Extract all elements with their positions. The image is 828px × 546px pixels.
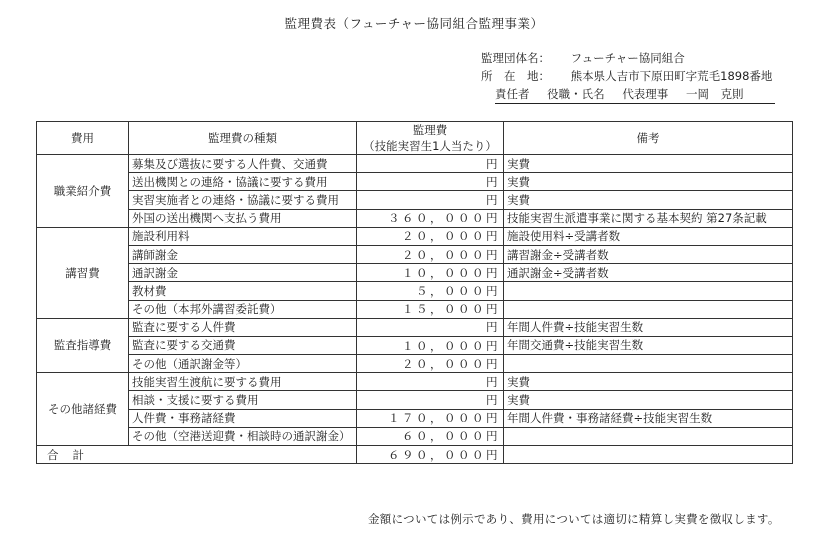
- remarks-cell: 講習謝金÷受講者数: [504, 245, 793, 263]
- resp-role-label: 役職・氏名: [547, 87, 605, 101]
- amount-cell: ３６０，０００円: [357, 209, 504, 227]
- item-cell: その他（通訳謝金等）: [129, 355, 357, 373]
- amount-cell: １７０，０００円: [357, 409, 504, 427]
- category-cell: 講習費: [37, 227, 129, 318]
- amount-cell: １０，０００円: [357, 336, 504, 354]
- item-cell: 人件費・事務諸経費: [129, 409, 357, 427]
- remarks-cell: 施設使用料÷受講者数: [504, 227, 793, 245]
- resp-role: 代表理事: [622, 87, 669, 101]
- resp-label: 責任者: [495, 87, 530, 101]
- footer-note: 金額については例示であり、費用については適切に精算し実費を徴収します。: [368, 512, 780, 526]
- header-amount-line2: （技能実習生1人当たり）: [363, 139, 497, 153]
- table-row: [37, 409, 793, 427]
- remarks-cell: [504, 427, 793, 445]
- remarks-cell: [504, 282, 793, 300]
- table-row: [37, 355, 793, 373]
- amount-cell: ２０，０００円: [357, 355, 504, 373]
- header-type: 監理費の種類: [129, 122, 357, 155]
- table-row: [37, 264, 793, 282]
- responsible-person-line: [495, 86, 775, 104]
- amount-cell: ６０，０００円: [357, 427, 504, 445]
- org-address-label: 所 在 地：: [481, 69, 550, 83]
- header-category: 費用: [37, 122, 129, 155]
- remarks-cell: 年間人件費・事務諸経費÷技能実習生数: [504, 409, 793, 427]
- remarks-cell: 年間人件費÷技能実習生数: [504, 318, 793, 336]
- item-cell: 施設利用料: [129, 227, 357, 245]
- table-row: [37, 336, 793, 354]
- table-row: [37, 391, 793, 409]
- org-address-value: 熊本県人吉市下原田町字荒毛1898番地: [570, 69, 773, 83]
- item-cell: 監査に要する交通費: [129, 336, 357, 354]
- item-cell: 外国の送出機関へ支払う費用: [129, 209, 357, 227]
- fee-table: [36, 121, 793, 464]
- amount-cell: 円: [357, 391, 504, 409]
- table-header-row: [37, 122, 793, 155]
- remarks-cell: 実費: [504, 373, 793, 391]
- table-row: [37, 209, 793, 227]
- remarks-cell: 実費: [504, 391, 793, 409]
- org-address-line: [481, 68, 772, 84]
- item-cell: その他（空港送迎費・相談時の通訳謝金）: [129, 427, 357, 445]
- document-title: 監理費表（フューチャー協同組合監理事業）: [284, 16, 544, 31]
- item-cell: 教材費: [129, 282, 357, 300]
- total-amount: ６９０，０００円: [357, 446, 504, 464]
- remarks-cell: [504, 355, 793, 373]
- table-row: [37, 245, 793, 263]
- item-cell: 実習実施者との連絡・協議に要する費用: [129, 191, 357, 209]
- category-cell: 監査指導費: [37, 318, 129, 373]
- org-name-value: フューチャー協同組合: [570, 51, 685, 65]
- total-label: 合計: [37, 446, 357, 464]
- total-row: [37, 446, 793, 464]
- table-row: [37, 282, 793, 300]
- header-remarks: 備考: [504, 122, 793, 155]
- remarks-cell: 実費: [504, 173, 793, 191]
- item-cell: その他（本邦外講習委託費）: [129, 300, 357, 318]
- total-remarks: [504, 446, 793, 464]
- item-cell: 募集及び選抜に要する人件費、交通費: [129, 155, 357, 173]
- header-amount: [357, 122, 504, 155]
- category-cell: 職業紹介費: [37, 155, 129, 228]
- amount-cell: 円: [357, 155, 504, 173]
- amount-cell: ５，０００円: [357, 282, 504, 300]
- org-name-line: [481, 50, 685, 66]
- table-row: [37, 155, 793, 173]
- item-cell: 講師謝金: [129, 245, 357, 263]
- item-cell: 相談・支援に要する費用: [129, 391, 357, 409]
- item-cell: 送出機関との連絡・協議に要する費用: [129, 173, 357, 191]
- table-row: [37, 300, 793, 318]
- remarks-cell: 実費: [504, 155, 793, 173]
- resp-name: 一岡 克則: [685, 87, 744, 101]
- remarks-cell: 通訳謝金÷受講者数: [504, 264, 793, 282]
- item-cell: 技能実習生渡航に要する費用: [129, 373, 357, 391]
- header-amount-line1: 監理費: [412, 123, 448, 137]
- amount-cell: 円: [357, 318, 504, 336]
- org-name-label: 監理団体名：: [481, 51, 550, 65]
- category-cell: その他諸経費: [37, 373, 129, 446]
- table-row: [37, 227, 793, 245]
- amount-cell: 円: [357, 373, 504, 391]
- table-row: [37, 191, 793, 209]
- amount-cell: ２０，０００円: [357, 227, 504, 245]
- amount-cell: ２０，０００円: [357, 245, 504, 263]
- remarks-cell: 年間交通費÷技能実習生数: [504, 336, 793, 354]
- remarks-cell: 技能実習生派遣事業に関する基本契約 第27条記載: [504, 209, 793, 227]
- amount-cell: １０，０００円: [357, 264, 504, 282]
- remarks-cell: 実費: [504, 191, 793, 209]
- item-cell: 通訳謝金: [129, 264, 357, 282]
- table-row: [37, 427, 793, 445]
- amount-cell: 円: [357, 191, 504, 209]
- table-row: [37, 173, 793, 191]
- item-cell: 監査に要する人件費: [129, 318, 357, 336]
- table-row: [37, 318, 793, 336]
- amount-cell: 円: [357, 173, 504, 191]
- remarks-cell: [504, 300, 793, 318]
- amount-cell: １５，０００円: [357, 300, 504, 318]
- table-row: [37, 373, 793, 391]
